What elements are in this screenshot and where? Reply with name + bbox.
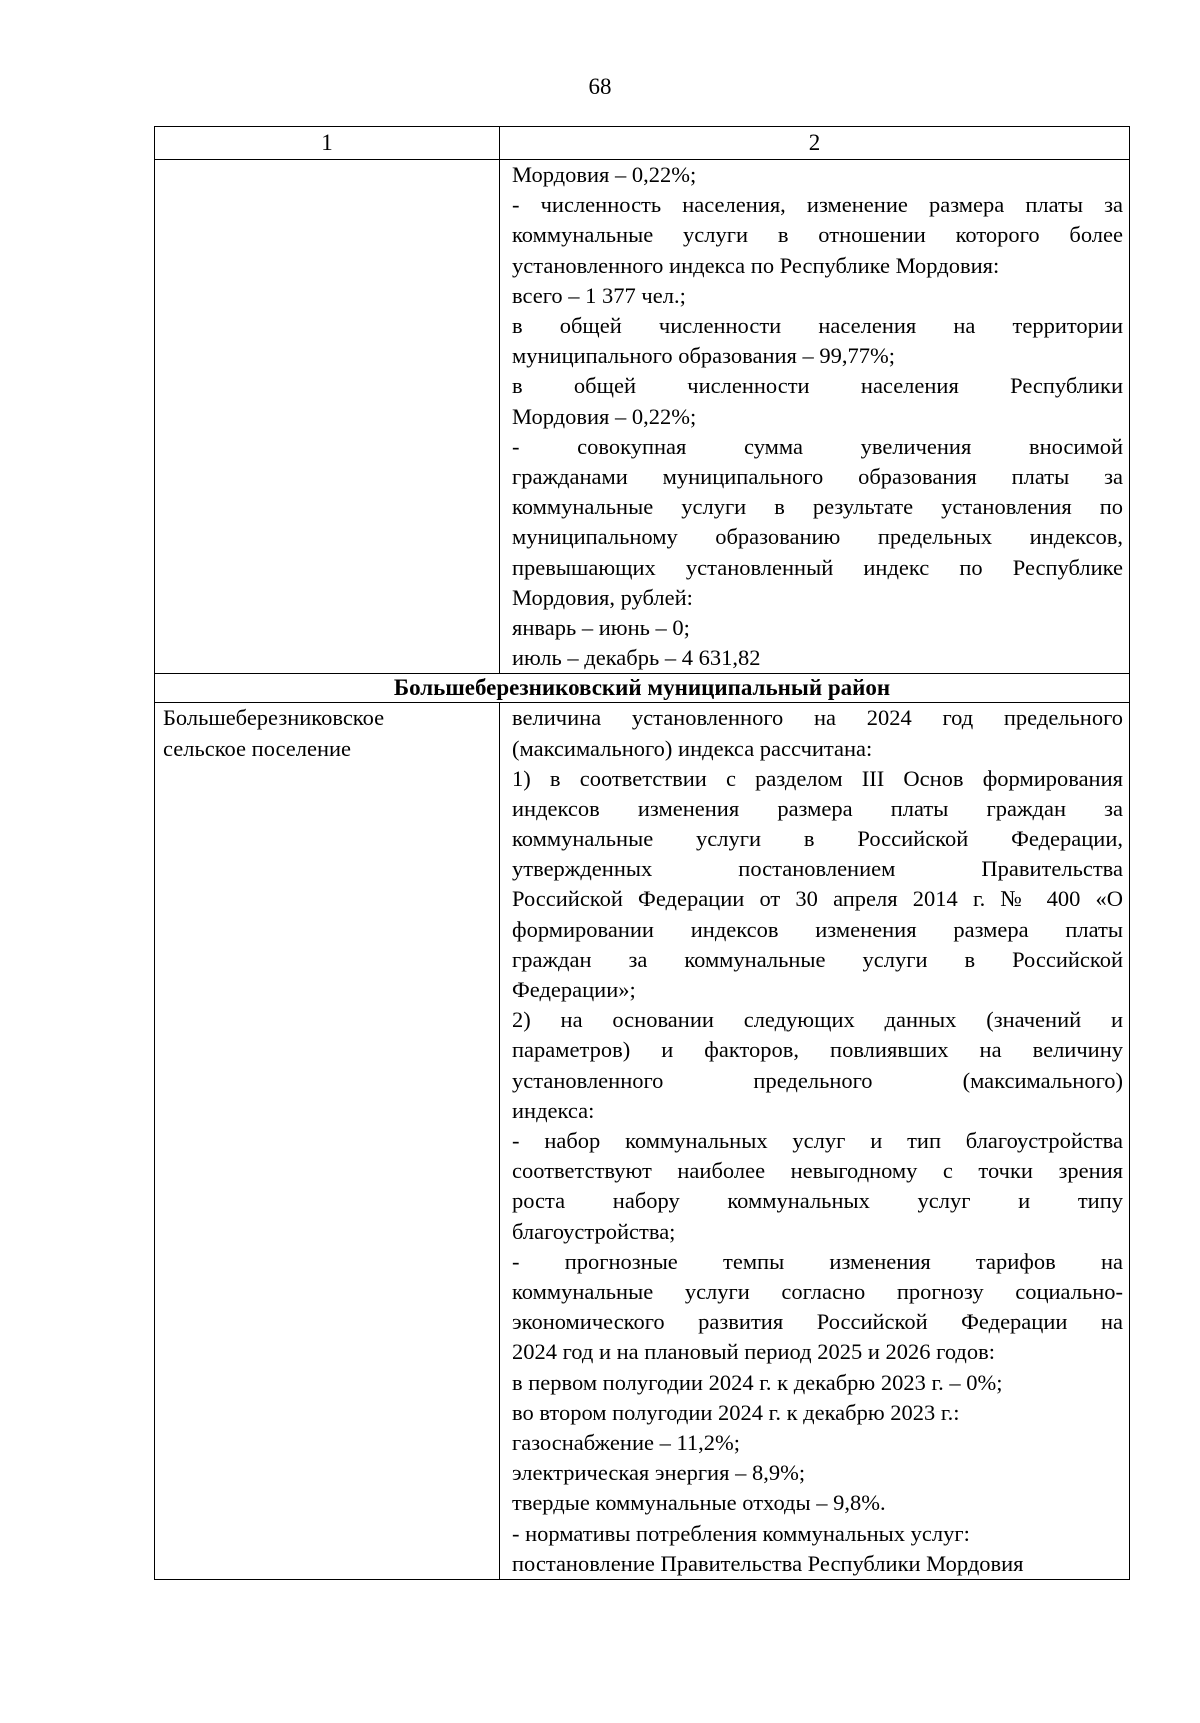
text-line: индекса: xyxy=(512,1097,595,1123)
text-line: - совокупная сумма увеличения вносимой xyxy=(512,433,1123,459)
text-line: муниципального образования – 99,77%; xyxy=(512,343,896,369)
text-line: всего – 1 377 чел.; xyxy=(512,282,686,308)
text-line: июль – декабрь – 4 631,82 xyxy=(512,645,761,671)
text-line: роста набору коммунальных услуг и типу xyxy=(512,1188,1123,1214)
text-line: величина установленного на 2024 год предельного xyxy=(512,705,1123,731)
settlement-name-line: Большеберезниковское xyxy=(163,705,385,731)
text-line: установленного индекса по Республике Мордовия: xyxy=(512,252,1000,278)
text-line: в общей численности населения Республики xyxy=(512,373,1123,399)
text-line: установленного предельного (максимального) xyxy=(512,1067,1123,1093)
text-line: соответствуют наиболее невыгодному с точки зрения xyxy=(512,1158,1123,1184)
column-header-1: 1 xyxy=(155,127,500,160)
text-line: коммунальные услуги в Российской Федерации, xyxy=(512,826,1123,852)
text-line: граждан за коммунальные услуги в Российской xyxy=(512,946,1123,972)
section-row xyxy=(155,674,1130,703)
text-line: благоустройства; xyxy=(512,1218,676,1244)
text-line: (максимального) индекса рассчитана: xyxy=(512,735,873,761)
table-row-continued xyxy=(155,160,1130,674)
continued-name-cell xyxy=(155,160,500,674)
text-line: коммунальные услуги согласно прогнозу социально- xyxy=(512,1278,1123,1304)
text-line: экономического развития Российской Федерации на xyxy=(512,1309,1123,1335)
settlement-name-line: сельское поселение xyxy=(163,735,352,761)
text-line: коммунальные услуги в отношении которого более xyxy=(512,222,1123,248)
text-line: январь – июнь – 0; xyxy=(512,614,690,640)
text-line: индексов изменения размера платы граждан за xyxy=(512,795,1123,821)
section-title: Большеберезниковский муниципальный район xyxy=(155,674,1130,703)
text-line: электрическая энергия – 8,9%; xyxy=(512,1460,806,1486)
column-header-2: 2 xyxy=(500,127,1130,160)
page-number: 68 xyxy=(588,74,612,99)
text-line: параметров) и факторов, повлиявших на величину xyxy=(512,1037,1123,1063)
text-line: формировании индексов изменения размера платы xyxy=(512,916,1123,942)
settlement-text-cell xyxy=(500,703,1130,1580)
text-line: газоснабжение – 11,2%; xyxy=(512,1429,741,1455)
text-line: превышающих установленный индекс по Республике xyxy=(512,554,1123,580)
text-line: коммунальные услуги в результате установления по xyxy=(512,494,1123,520)
text-line: в общей численности населения на территории xyxy=(512,312,1123,338)
text-line: постановление Правительства Республики Мордовия xyxy=(512,1550,1024,1576)
settlement-name-cell xyxy=(155,703,500,1580)
text-line: - прогнозные темпы изменения тарифов на xyxy=(512,1248,1123,1274)
text-line: твердые коммунальные отходы – 9,8%. xyxy=(512,1490,886,1516)
text-line: - нормативы потребления коммунальных услуг: xyxy=(512,1520,970,1546)
text-line: 1) в соответствии с разделом III Основ формирования xyxy=(512,765,1123,791)
text-line: 2024 год и на плановый период 2025 и 2026 годов: xyxy=(512,1339,995,1365)
text-line: гражданами муниципального образования платы за xyxy=(512,463,1123,489)
text-line: - численность населения, изменение размера платы за xyxy=(512,192,1123,218)
continued-text-cell xyxy=(500,160,1130,674)
data-table xyxy=(154,126,1130,1580)
text-line: - набор коммунальных услуг и тип благоустройства xyxy=(512,1127,1123,1153)
table-row xyxy=(155,703,1130,1580)
text-line: муниципальному образованию предельных индексов, xyxy=(512,524,1123,550)
text-line: Мордовия – 0,22%; xyxy=(512,162,697,187)
text-line: Мордовия, рублей: xyxy=(512,584,693,610)
text-line: Мордовия – 0,22%; xyxy=(512,403,697,429)
text-line: утвержденных постановлением Правительства xyxy=(512,856,1123,882)
text-line: Российской Федерации от 30 апреля 2014 г. № 400 «О xyxy=(512,886,1123,912)
text-line: во втором полугодии 2024 г. к декабрю 2023 г.: xyxy=(512,1399,960,1425)
text-line: Федерации»; xyxy=(512,977,636,1003)
table-header-row xyxy=(155,127,1130,160)
text-line: в первом полугодии 2024 г. к декабрю 2023 г. – 0%; xyxy=(512,1369,1003,1395)
text-line: 2) на основании следующих данных (значений и xyxy=(512,1007,1123,1033)
